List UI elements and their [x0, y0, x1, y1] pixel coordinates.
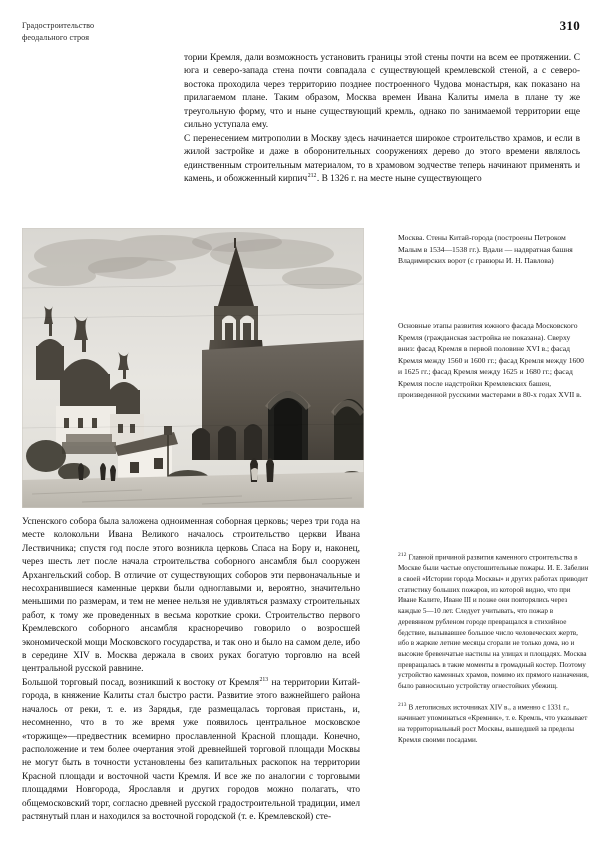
- footnote-ref-212: 212: [307, 172, 317, 179]
- paragraph-1: тории Кремля, дали возможность установить границы этой стены почти на всем ее протяжении. С юга и северо-запада стена почти совпадала с существующей кремлевской стеной, а с северо-востока проходила через территорию позднее построенного Чудова монастыря, как показано на прилагаемом плане. Таким образом, Москва времен Ивана Калиты имела в плане ту же треугольную форму, что и ныне существующий кремль, однако по занимаемой территории еще сильно уступала ему.: [184, 53, 580, 131]
- footnote-213-text: В летописных источниках XIV в., а именно с 1331 г., начинает упоминаться «Кремник», т. е. Кремль, что указывает на территориальный рост Москвы, вышедшей за пределы Кремля своими посадами.: [398, 703, 588, 744]
- paragraph-2-text-b: . В 1326 г. на месте ныне существующего: [316, 174, 482, 185]
- figure-caption-1: Москва. Стены Китай-города (построены Петроком Малым в 1534—1538 гг.). Вдали — надвратная башня Владимирских ворот (с гравюры И. Н. Павлова): [398, 233, 573, 266]
- running-head-line-2: феодального строя: [22, 32, 90, 42]
- running-head-line-1: Градостроительство: [22, 21, 95, 30]
- figure-caption-2: Основные этапы развития южного фасада Московского Кремля (гражданская застройка не показана). Сверху вниз: фасад Кремля в первой половине XVI в.; фасад Кремля между 1560 и 1600 гг.; фасад Кремля между 1600 и 1625 гг.; фасад Кремля между 1625 и 1680 гг.; фасад Кремля после надстройки Кремлевских башен, произведенной русскими мастерами в 80-х годах XVII в.: [398, 321, 584, 400]
- paragraph-3: Успенского собора была заложена одноименная соборная церковь; через три года на месте колокольни Ивана Великого началось строительство церкви Ивана Лествичника; спустя год после этого возникла церковь Спаса на Бору и, наконец, через шесть лет после начала строительства соборного ансамбля был сооружен Архангельский собор. В отличие от существующих соборов эти первоначальные и несохранившиеся каменные церкви были одноглавыми и, вероятно, значительно меньшими по размерам, и тем не менее нельзя не удивляться размаху строительных работ, к тому же проведенных в весьма короткие сроки. Строительство первого Кремлевского соборного ансамбля красноречиво говорило о возросшей экономической мощи Московского государства, и так оно и было на самом деле, ибо в середине XIV в. Москва держала в своих руках богатую торговлю на всей центральной русской равнине.: [22, 517, 360, 675]
- page-number: 310: [559, 18, 580, 33]
- paragraph-4: [22, 677, 360, 824]
- paragraph-4-text-a: Большой торговый посад, возникший к востоку от Кремля: [22, 677, 259, 688]
- footnotes-section: [398, 551, 590, 754]
- illustration-kitay-gorod-wall: [22, 228, 364, 508]
- footnote-212-number: 212: [398, 552, 407, 558]
- paragraph-2-text-a: С перенесением митрополии в Москву здесь начинается широкое строительство храмов, и если в жилой застройке и даже в оборонительных сооружениях дерево до этого времени являлось единственным строительным материалом, то в храмовом зодчестве теперь начинают применять и камень, и обожженный кирпич: [184, 133, 580, 185]
- body-text-top: [184, 52, 580, 187]
- paragraph-2: [184, 133, 580, 187]
- engraving-graphic: [22, 228, 364, 508]
- footnote-212-text: Главной причиной развития каменного строительства в Москве были частые опустошительные пожары. И. Е. Забелин в своей «Истории города Москвы» и других работах приводит статистику больших пожаров, из которой видно, что при Иване Калите, Иване III и позже они повторялись через каждые 5—10 лет. Следует учитывать, что пожар в деревянном рубленом городе превращался в стихийное бедствие, вызывавшее большое число человеческих жертв, ибо в жаркие летние месяцы сгорали не только дома, но и высокие бревенчатые настилы на улицах и площадях. Москва превращалась в такие моменты в громадный костер. Поэтому устройство каменных храмов, помимо их прямого назначения, было равносильно устройству огнестойких убежищ.: [398, 553, 589, 691]
- body-text-bottom: [22, 516, 360, 824]
- footnote-212: [398, 551, 590, 692]
- footnote-ref-213: 213: [259, 676, 269, 683]
- footnote-213-number: 213: [398, 701, 407, 708]
- footnote-213: [398, 701, 590, 745]
- paragraph-4-text-b: на территории Китай-города, в княжение Калиты стал быстро расти. Развитие этого важнейшего района началось от реки, т. е. из Зарядья, где размещалась торговая пристань, и, несомненно, что в то же время уже появилось центральное московское «торжище»—предвестник всемирно прославленной Красной площади. Конечно, расположение и тем более очертания этой древнейшей торговой площади Москвы не могут быть в точности установлены без капитальных раскопок на территории Красной площади и восточной части Кремля. И все же по аналогии с торговыми площадями Новгорода, Ярославля и других городов можно полагать, что общемосковский торг, согласно древней русской градостроительной традиции, имел растянутый план и находился за восточной городской (т. е. Кремлевской) сте-: [22, 677, 360, 822]
- running-head: [22, 20, 222, 44]
